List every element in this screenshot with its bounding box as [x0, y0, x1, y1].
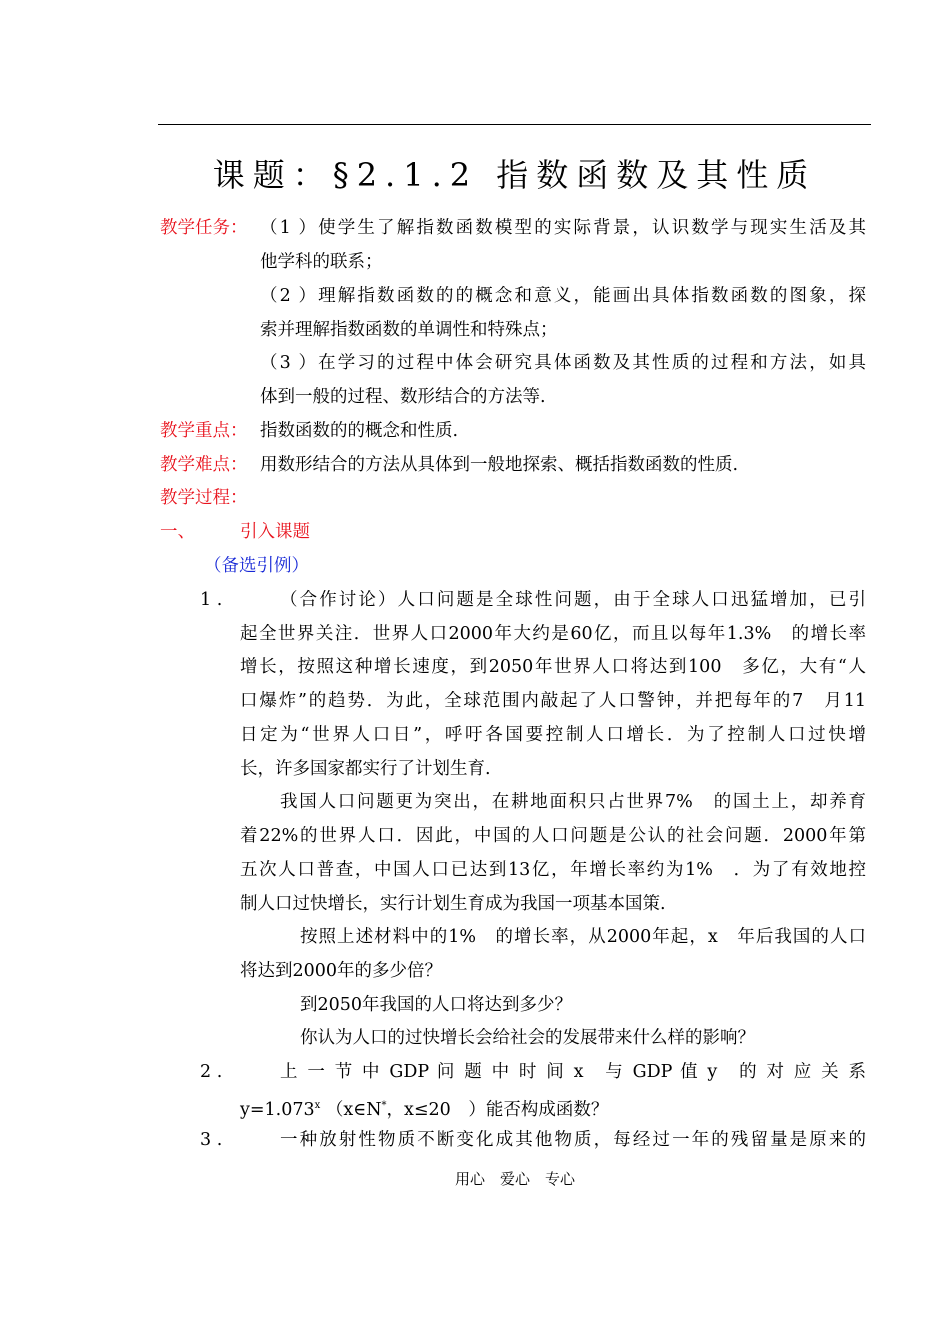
- header-rule: [158, 124, 871, 125]
- item3-line: 一种放射性物质不断变化成其他物质，每经过一年的残留量是原来的: [280, 1130, 866, 1150]
- item1-line: 增长，按照这种增长速度，到2050年世界人口将达到100 多亿，大有“人: [240, 657, 866, 677]
- item1-line: 口爆炸”的趋势．为此，全球范围内敲起了人口警钟，并把每年的7 月11: [240, 691, 866, 711]
- item-number: 2 .: [200, 1062, 223, 1082]
- task-line: （2 ）理解指数函数的的概念和意义，能画出具体指数函数的图象，探: [260, 286, 866, 306]
- paragraph-line: 着22%的世界人口．因此，中国的人口问题是公认的社会问题．2000年第: [240, 826, 866, 846]
- page-footer: 用心 爱心 专心: [454, 1170, 575, 1188]
- process-label: 教学过程：: [160, 488, 248, 508]
- formula-condition: ，x≤20 ）能否构成函数？: [386, 1099, 609, 1120]
- paragraph-line: 制人口过快增长，实行计划生育成为我国一项基本国策.: [240, 894, 666, 914]
- formula-base: y=1.073: [240, 1099, 315, 1120]
- item2-formula-line: [240, 1096, 608, 1120]
- section-number: 一、: [160, 522, 195, 542]
- task-line: （3 ）在学习的过程中体会研究具体函数及其性质的过程和方法，如具: [260, 353, 866, 373]
- difficulty-label: 教学难点：: [160, 455, 248, 475]
- paragraph-line: 我国人口问题更为突出，在耕地面积只占世界7% 的国土上，却养育: [280, 792, 866, 812]
- formula-star: *: [381, 1100, 387, 1111]
- question-line: 按照上述材料中的1% 的增长率，从2000年起，x 年后我国的人口: [300, 927, 866, 947]
- formula-exponent: x: [314, 1100, 321, 1111]
- question-line: 到2050年我国的人口将达到多少？: [300, 995, 573, 1015]
- difficulty-text: 用数形结合的方法从具体到一般地探索、概括指数函数的性质.: [260, 455, 739, 475]
- section-title: 引入课题: [240, 522, 310, 542]
- tasks-label: 教学任务：: [160, 218, 248, 238]
- task-line: 他学科的联系；: [260, 252, 383, 272]
- item2-line: 上 一 节 中 GDP 问 题 中 时 间 x 与 GDP 值 y 的 对 应 关 系: [280, 1062, 866, 1082]
- item1-line: 起全世界关注．世界人口2000年大约是60亿，而且以每年1.3% 的增长率: [240, 624, 866, 644]
- item-number: 1 .: [200, 590, 223, 610]
- item-number: 3 .: [200, 1130, 223, 1150]
- item1-line: 长，许多国家都实行了计划生育.: [240, 759, 491, 779]
- task-line: 索并理解指数函数的单调性和特殊点；: [260, 320, 558, 340]
- page-title: 课题：§2.1.2 指数函数及其性质: [212, 156, 817, 194]
- question-line: 你认为人口的过快增长会给社会的发展带来什么样的影响？: [300, 1028, 755, 1048]
- paragraph-line: 五次人口普查，中国人口已达到13亿，年增长率约为1% ．为了有效地控: [240, 860, 866, 880]
- optional-label: （备选引例）: [204, 556, 309, 576]
- item1-line: （合作讨论）人口问题是全球性问题，由于全球人口迅猛增加，已引: [280, 590, 866, 610]
- task-line: （1 ）使学生了解指数函数模型的实际背景，认识数学与现实生活及其: [260, 218, 866, 238]
- key-label: 教学重点：: [160, 421, 248, 441]
- task-line: 体到一般的过程、数形结合的方法等.: [260, 387, 546, 407]
- question-line: 将达到2000年的多少倍？: [240, 961, 443, 981]
- key-text: 指数函数的的概念和性质.: [260, 421, 459, 441]
- formula-domain: （x∈N: [325, 1099, 382, 1120]
- item1-line: 日定为“世界人口日”，呼吁各国要控制人口增长．为了控制人口过快增: [240, 725, 866, 745]
